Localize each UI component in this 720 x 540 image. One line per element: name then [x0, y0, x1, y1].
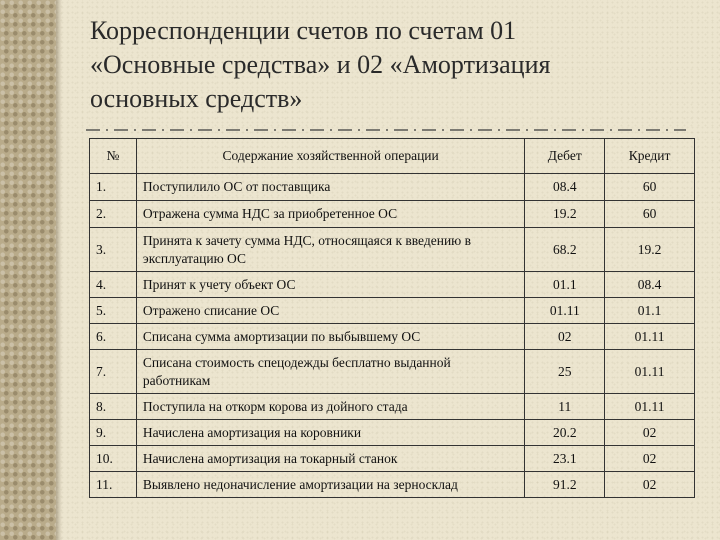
row-credit: 02	[605, 420, 695, 446]
table-row	[90, 446, 695, 472]
row-number: 7.	[90, 350, 137, 394]
row-number: 6.	[90, 324, 137, 350]
row-number: 10.	[90, 446, 137, 472]
row-description: Поступила на откорм корова из дойного стада	[136, 394, 524, 420]
table-row	[90, 350, 695, 394]
row-debit: 01.11	[525, 298, 605, 324]
row-credit: 60	[605, 174, 695, 201]
title-line-1: Корреспонденции счетов по счетам 01	[90, 16, 517, 45]
correspondence-table	[89, 138, 695, 498]
row-number: 9.	[90, 420, 137, 446]
row-debit: 25	[525, 350, 605, 394]
row-debit: 19.2	[525, 201, 605, 228]
table-row	[90, 420, 695, 446]
row-credit: 01.11	[605, 350, 695, 394]
row-credit: 19.2	[605, 228, 695, 272]
row-description: Списана стоимость спецодежды бесплатно выданной работникам	[136, 350, 524, 394]
row-debit: 23.1	[525, 446, 605, 472]
table-row	[90, 228, 695, 272]
table-row	[90, 272, 695, 298]
table-row	[90, 394, 695, 420]
title-line-2: «Основные средства» и 02 «Амортизация	[90, 50, 551, 79]
row-description: Принят к учету объект ОС	[136, 272, 524, 298]
row-credit: 02	[605, 446, 695, 472]
row-number: 3.	[90, 228, 137, 272]
row-description: Принята к зачету сумма НДС, относящаяся к введению в эксплуатацию ОС	[136, 228, 524, 272]
row-debit: 68.2	[525, 228, 605, 272]
row-description: Списана сумма амортизации по выбывшему ОС	[136, 324, 524, 350]
table-header-row	[90, 139, 695, 174]
header-debit: Дебет	[525, 139, 605, 174]
row-debit: 02	[525, 324, 605, 350]
row-description: Поступилило ОС от поставщика	[136, 174, 524, 201]
slide-title	[90, 14, 690, 116]
row-credit: 02	[605, 472, 695, 498]
row-credit: 60	[605, 201, 695, 228]
row-credit: 01.11	[605, 324, 695, 350]
table-row	[90, 324, 695, 350]
row-description: Отражено списание ОС	[136, 298, 524, 324]
header-credit: Кредит	[605, 139, 695, 174]
header-description: Содержание хозяйственной операции	[136, 139, 524, 174]
row-credit: 01.11	[605, 394, 695, 420]
table-row	[90, 174, 695, 201]
row-debit: 11	[525, 394, 605, 420]
row-number: 8.	[90, 394, 137, 420]
row-description: Отражена сумма НДС за приобретенное ОС	[136, 201, 524, 228]
table-row	[90, 298, 695, 324]
row-number: 5.	[90, 298, 137, 324]
row-debit: 08.4	[525, 174, 605, 201]
table-row	[90, 201, 695, 228]
title-line-3: основных средств»	[90, 84, 303, 113]
row-credit: 01.1	[605, 298, 695, 324]
row-number: 11.	[90, 472, 137, 498]
dash-dot-divider	[86, 124, 686, 136]
row-number: 1.	[90, 174, 137, 201]
row-credit: 08.4	[605, 272, 695, 298]
row-description: Начислена амортизация на коровники	[136, 420, 524, 446]
row-description: Начислена амортизация на токарный станок	[136, 446, 524, 472]
header-number: №	[90, 139, 137, 174]
row-number: 4.	[90, 272, 137, 298]
row-debit: 91.2	[525, 472, 605, 498]
row-debit: 01.1	[525, 272, 605, 298]
row-description: Выявлено недоначисление амортизации на зерносклад	[136, 472, 524, 498]
row-debit: 20.2	[525, 420, 605, 446]
table-row	[90, 472, 695, 498]
decorative-side-strip	[0, 0, 56, 540]
row-number: 2.	[90, 201, 137, 228]
